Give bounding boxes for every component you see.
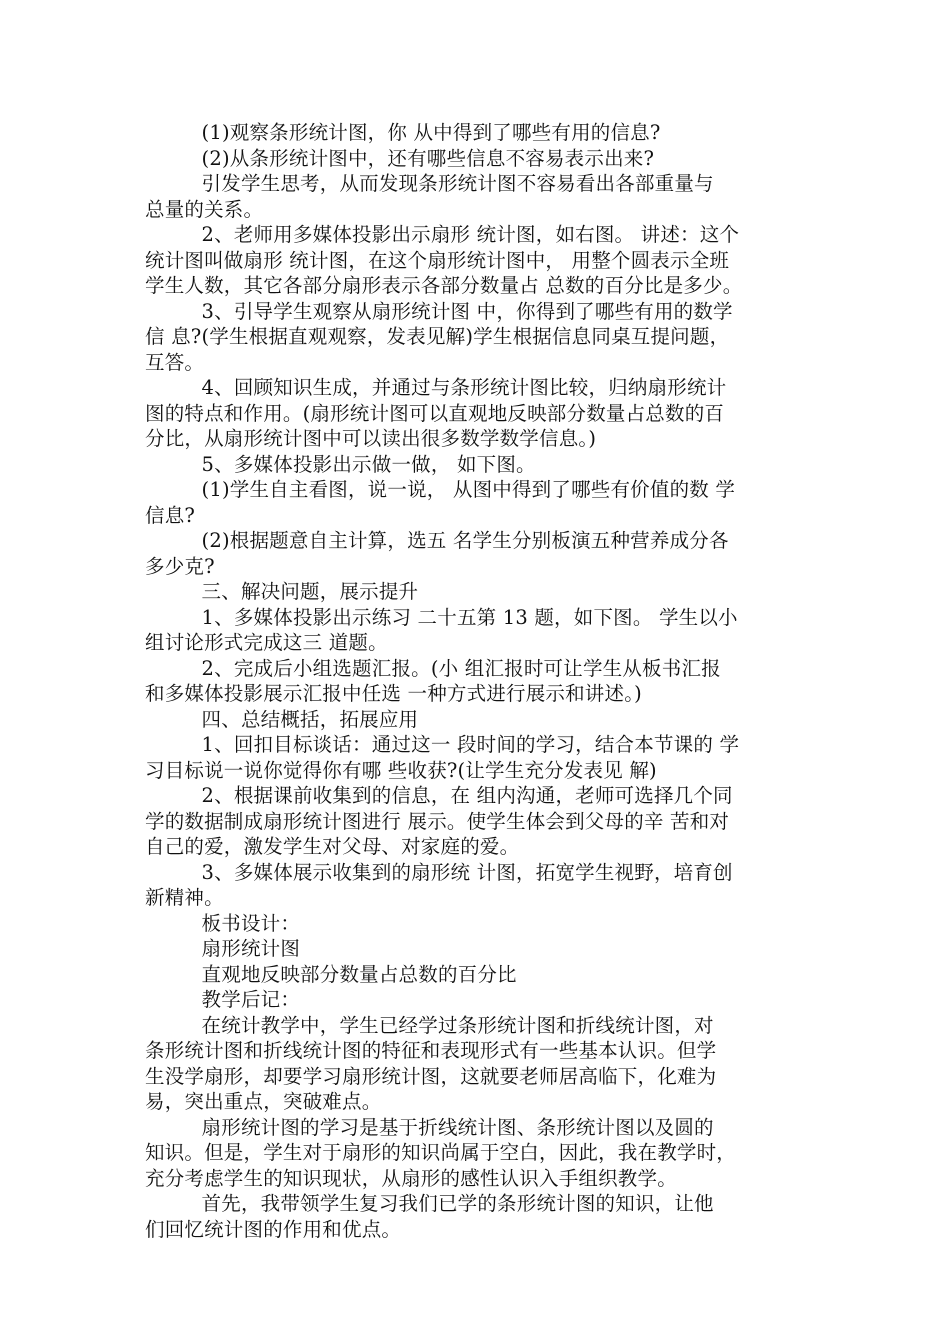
- paragraph: [145, 375, 808, 452]
- paragraph-line: 充分考虑学生的知识现状，从扇形的感性认识入手组织教学。: [145, 1166, 677, 1190]
- paragraph: [145, 783, 808, 860]
- paragraph-line: 1、多媒体投影出示练习 二十五第 13 题，如下图。 学生以小: [201, 605, 738, 629]
- paragraph-line: 条形统计图和折线统计图的特征和表现形式有一些基本认识。但学: [145, 1039, 717, 1062]
- paragraph: [145, 860, 808, 911]
- paragraph: [145, 452, 808, 478]
- paragraph-line: 2、老师用多媒体投影出示扇形 统计图，如右图。 讲述：这个: [201, 223, 740, 246]
- paragraph: [145, 1115, 808, 1192]
- paragraph-line: 扇形统计图的学习是基于折线统计图、条形统计图以及圆的: [201, 1115, 714, 1139]
- document-page: [145, 120, 808, 1242]
- paragraph: [145, 528, 808, 579]
- paragraph-line: 学生人数，其它各部分扇形表示各部分数量占 总数的百分比是多少。: [145, 274, 743, 297]
- paragraph-line: 引发学生思考，从而发现条形统计图不容易看出各部重量与: [201, 172, 714, 195]
- paragraph-line: 图的特点和作用。(扇形统计图可以直观地反映部分数量占总数的百: [145, 401, 725, 425]
- paragraph-line: 习目标说一说你觉得你有哪 些收获?(让学生充分发表见 解): [145, 758, 657, 782]
- paragraph-line: 信 息?(学生根据直观观察，发表见解)学生根据信息同桌互提问题，: [145, 325, 730, 348]
- paragraph: [145, 477, 808, 528]
- paragraph: [145, 707, 808, 733]
- paragraph-line: (1)学生自主看图，说一说， 从图中得到了哪些有价值的数 学: [201, 478, 736, 501]
- paragraph-line: 3、多媒体展示收集到的扇形统 计图，拓宽学生视野，培育创: [201, 860, 733, 884]
- paragraph-line: 知识。但是，学生对于扇形的知识尚属于空白，因此，我在教学时，: [145, 1141, 737, 1164]
- paragraph-line: (1)观察条形统计图，你 从中得到了哪些有用的信息?: [201, 121, 661, 144]
- paragraph-line: 在统计教学中，学生已经学过条形统计图和折线统计图，对: [201, 1013, 714, 1037]
- paragraph-line: 新精神。: [145, 886, 224, 909]
- paragraph-line: 3、引导学生观察从扇形统计图 中，你得到了哪些有用的数学: [201, 299, 733, 323]
- paragraph-line: 总量的关系。: [145, 197, 264, 221]
- paragraph-line: 4、回顾知识生成，并通过与条形统计图比较，归纳扇形统计: [201, 376, 727, 399]
- paragraph-line: 1、回扣目标谈话：通过这一 段时间的学习，结合本节课的 学: [201, 733, 740, 756]
- paragraph-line: 们回忆统计图的作用和优点。: [145, 1217, 402, 1241]
- paragraph-line: 学的数据制成扇形统计图进行 展示。使学生体会到父母的辛 苦和对: [145, 809, 730, 833]
- paragraph-line: 组讨论形式完成这三 道题。: [145, 631, 388, 654]
- paragraph-line: (2)从条形统计图中，还有哪些信息不容易表示出来?: [201, 146, 655, 170]
- paragraph-line: 分比，从扇形统计图中可以读出很多数学数学信息。): [145, 427, 597, 450]
- paragraph: [145, 962, 808, 988]
- paragraph-line: 统计图叫做扇形 统计图，在这个扇形统计图中， 用整个圆表示全班: [145, 248, 730, 272]
- paragraph: [145, 120, 808, 146]
- paragraph: [145, 222, 808, 299]
- paragraph-line: 2、根据课前收集到的信息，在 组内沟通，老师可选择几个同: [201, 784, 733, 807]
- paragraph-line: 和多媒体投影展示汇报中任选 一种方式进行展示和讲述。): [145, 682, 642, 705]
- paragraph-line: 自己的爱，激发学生对父母、对家庭的爱。: [145, 835, 520, 858]
- paragraph: [145, 911, 808, 937]
- paragraph: [145, 605, 808, 656]
- paragraph-line: 首先，我带领学生复习我们已学的条形统计图的知识，让他: [201, 1192, 714, 1215]
- paragraph: [145, 171, 808, 222]
- paragraph-line: 板书设计：: [201, 911, 301, 935]
- paragraph: [145, 1191, 808, 1242]
- paragraph: [145, 146, 808, 172]
- paragraph: [145, 299, 808, 376]
- paragraph: [145, 936, 808, 962]
- paragraph: [145, 656, 808, 707]
- paragraph-line: 多少克?: [145, 554, 215, 578]
- paragraph-line: (2)根据题意自主计算，选五 名学生分别板演五种营养成分各: [201, 529, 729, 552]
- paragraph-line: 2、完成后小组选题汇报。(小 组汇报时可让学生从板书汇报: [201, 656, 721, 680]
- paragraph-line: 5、多媒体投影出示做一做， 如下图。: [201, 452, 536, 476]
- paragraph: [145, 987, 808, 1013]
- paragraph-line: 信息?: [145, 503, 196, 527]
- paragraph-line: 互答。: [145, 350, 205, 374]
- paragraph-line: 易，突出重点，突破难点。: [145, 1090, 382, 1113]
- paragraph-line: 四、总结概括，拓展应用: [201, 707, 419, 731]
- paragraph: [145, 579, 808, 605]
- paragraph-line: 三、解决问题，展示提升: [201, 580, 419, 603]
- paragraph: [145, 1013, 808, 1115]
- paragraph-line: 生没学扇形，却要学习扇形统计图，这就要老师居高临下，化难为: [145, 1064, 717, 1088]
- paragraph-line: 教学后记：: [201, 988, 301, 1011]
- paragraph-line: 直观地反映部分数量占总数的百分比: [201, 962, 517, 986]
- paragraph: [145, 732, 808, 783]
- paragraph-line: 扇形统计图: [201, 937, 301, 960]
